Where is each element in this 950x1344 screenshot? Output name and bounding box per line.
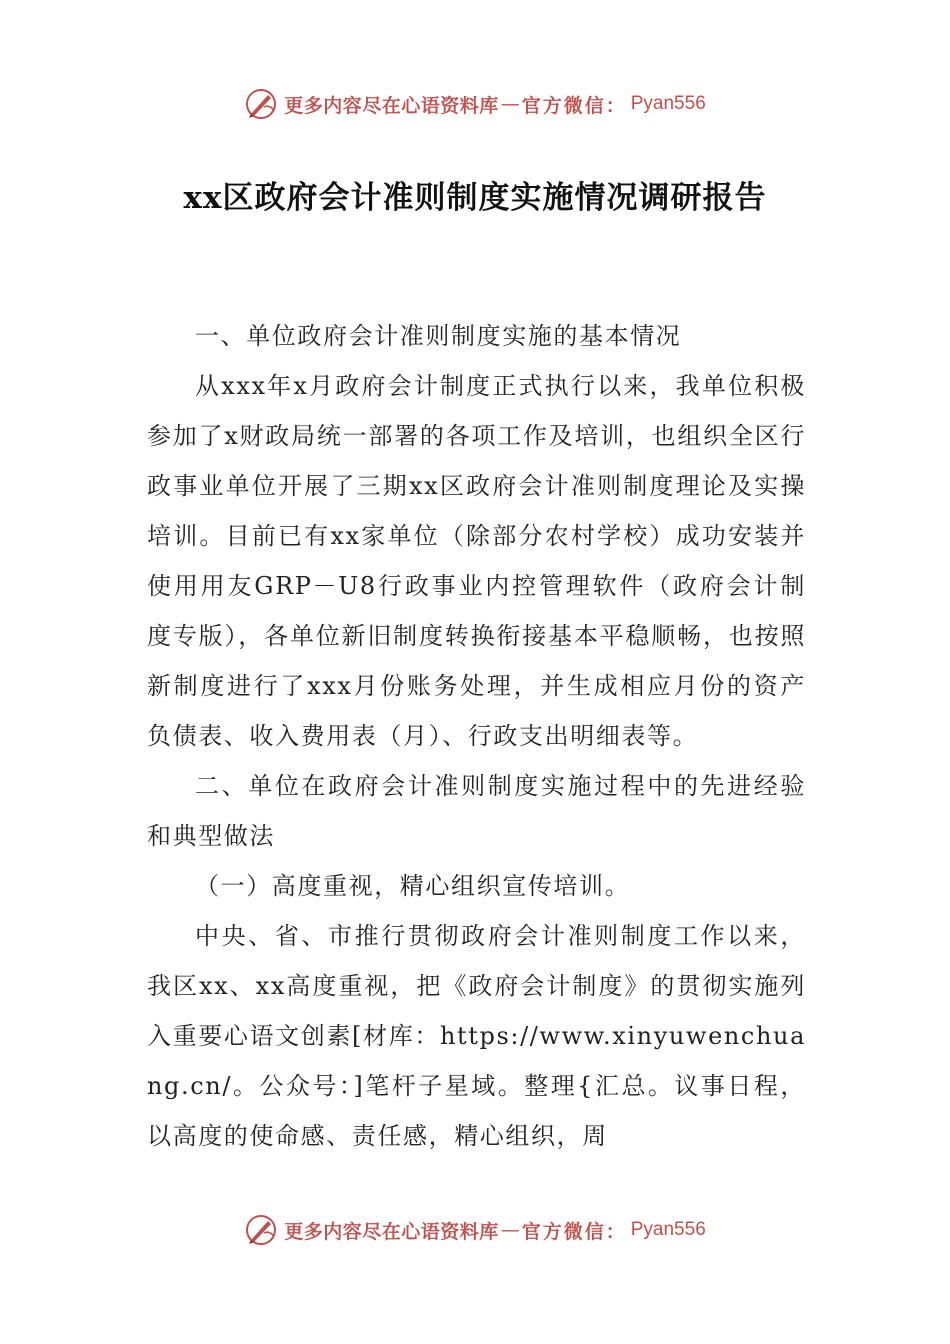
wechat-id: Pyan556 xyxy=(630,93,706,114)
banner-dash: — xyxy=(500,93,520,115)
section-heading-2: 二、单位在政府会计准则制度实施过程中的先进经验和典型做法 xyxy=(147,772,806,850)
document-title: xx区政府会计准则制度实施情况调研报告 xyxy=(183,180,767,216)
banner-dash: — xyxy=(500,1219,520,1241)
footer-watermark-banner xyxy=(0,1210,950,1250)
brand-text: 更多内容尽在心语资料库 xyxy=(284,94,499,117)
header-watermark-banner xyxy=(0,84,950,124)
body-paragraph: 中央、省、市推行贯彻政府会计准则制度工作以来，我区xx、xx高度重视，把《政府会计制度》的贯彻实施列入重要心语文创素[材库：https://www.xinyuwenchuang.cn/。公众号：]笔杆子星域。整理{汇总。议事日程，以高度的使命感、责任感，精心组织，周 xyxy=(147,922,806,1150)
pen-logo-icon xyxy=(244,87,278,121)
body-paragraph: 从xxx年x月政府会计制度正式执行以来，我单位积极参加了x财政局统一部署的各项工作及培训，也组织全区行政事业单位开展了三期xx区政府会计准则制度理论及实操培训。目前已有xx家单位（除部分农村学校）成功安装并使用用友GRP－U8行政事业内控管理软件（政府会计制度专版），各单位新旧制度转换衔接基本平稳顺畅，也按照新制度进行了xxx月份账务处理，并生成相应月份的资产负债表、收入费用表（月）、行政支出明细表等。 xyxy=(147,372,806,750)
subsection-heading: （一）高度重视，精心组织宣传培训。 xyxy=(195,872,631,900)
wechat-label: 官方微信： xyxy=(521,94,627,117)
brand-text: 更多内容尽在心语资料库 xyxy=(284,1220,499,1243)
section-heading-1: 一、单位政府会计准则制度实施的基本情况 xyxy=(195,322,682,350)
wechat-label: 官方微信： xyxy=(521,1220,627,1243)
document-body xyxy=(147,311,806,1161)
wechat-id: Pyan556 xyxy=(630,1219,706,1240)
pen-logo-icon xyxy=(244,1213,278,1247)
